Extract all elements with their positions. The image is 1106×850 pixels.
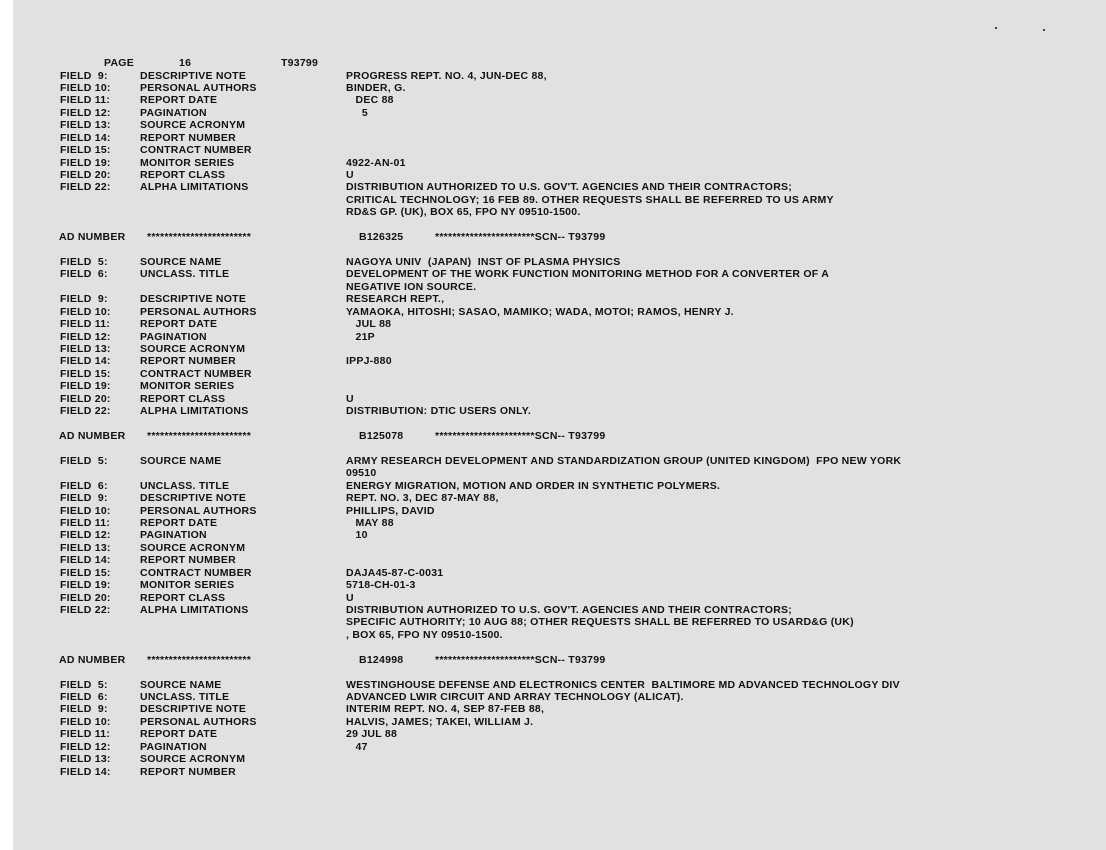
- field-value: IPPJ-880: [346, 355, 392, 368]
- field-value: 21P: [346, 330, 375, 343]
- field-name: MONITOR SERIES: [140, 579, 235, 592]
- field-number: FIELD 9:: [60, 293, 108, 306]
- field-value: U: [346, 168, 354, 181]
- field-name: UNCLASS. TITLE: [140, 691, 230, 703]
- page-header: [0, 57, 319, 69]
- field-name: PAGINATION: [140, 330, 207, 343]
- field-value: MAY 88: [346, 517, 394, 529]
- field-value: 5718-CH-01-3: [346, 579, 416, 592]
- field-name: REPORT DATE: [140, 94, 218, 107]
- field-value: HALVIS, JAMES; TAKEI, WILLIAM J.: [346, 715, 534, 728]
- field-name: SOURCE NAME: [140, 255, 222, 268]
- ad-number-value: B124998: [359, 653, 404, 666]
- field-value: U: [346, 591, 354, 604]
- field-number: FIELD 12:: [60, 106, 111, 119]
- field-value: DISTRIBUTION: DTIC USERS ONLY.: [346, 405, 532, 418]
- field-number: FIELD 15:: [60, 566, 111, 579]
- field-number: FIELD 5:: [60, 255, 108, 268]
- scn-reference: ***********************SCN-- T93799: [435, 430, 606, 442]
- field-number: FIELD 19:: [60, 579, 111, 592]
- field-value: NEGATIVE ION SOURCE.: [346, 280, 477, 293]
- field-value: YAMAOKA, HITOSHI; SASAO, MAMIKO; WADA, MOTOI; RAMOS, HENRY J.: [346, 305, 734, 318]
- field-number: FIELD 11:: [60, 318, 111, 331]
- field-name: PAGINATION: [140, 106, 207, 119]
- page-number: 16: [179, 57, 192, 69]
- field-name: UNCLASS. TITLE: [140, 268, 230, 281]
- field-name: REPORT CLASS: [140, 392, 226, 405]
- field-number: FIELD 5:: [60, 678, 108, 691]
- field-name: REPORT NUMBER: [140, 131, 237, 144]
- field-value: 47: [346, 740, 368, 753]
- field-name: SOURCE ACRONYM: [140, 343, 246, 355]
- field-name: CONTRACT NUMBER: [140, 566, 252, 579]
- field-name: PERSONAL AUTHORS: [140, 305, 257, 318]
- field-value: 10: [346, 529, 368, 542]
- field-value: REPT. NO. 3, DEC 87-MAY 88,: [346, 492, 499, 505]
- document-id: T93799: [281, 57, 319, 69]
- field-number: FIELD 22:: [60, 604, 111, 616]
- field-name: SOURCE ACRONYM: [140, 541, 246, 554]
- field-number: FIELD 22:: [60, 405, 111, 418]
- field-name: ALPHA LIMITATIONS: [140, 181, 249, 194]
- field-number: FIELD 9:: [60, 69, 108, 82]
- scan-speck: [1043, 29, 1045, 31]
- field-value: CRITICAL TECHNOLOGY; 16 FEB 89. OTHER REQUESTS SHALL BE REFERRED TO US ARMY: [346, 193, 834, 206]
- field-number: FIELD 5:: [60, 454, 108, 467]
- field-name: SOURCE ACRONYM: [140, 753, 246, 766]
- field-name: REPORT NUMBER: [140, 554, 237, 567]
- scn-reference: ***********************SCN-- T93799: [435, 231, 606, 244]
- field-name: REPORT DATE: [140, 728, 218, 741]
- field-value: PROGRESS REPT. NO. 4, JUN-DEC 88,: [346, 69, 547, 82]
- field-name: DESCRIPTIVE NOTE: [140, 703, 247, 716]
- field-name: PAGINATION: [140, 529, 207, 542]
- field-number: FIELD 12:: [60, 330, 111, 343]
- ad-number-label: AD NUMBER: [59, 231, 126, 244]
- field-number: FIELD 22:: [60, 181, 111, 194]
- field-number: FIELD 10:: [60, 715, 111, 728]
- field-name: REPORT DATE: [140, 517, 218, 529]
- field-name: REPORT CLASS: [140, 168, 226, 181]
- field-name: PAGINATION: [140, 740, 207, 753]
- page-label: PAGE: [104, 57, 134, 69]
- field-value: 5: [346, 106, 368, 119]
- field-value: U: [346, 392, 354, 405]
- ad-number-value: B125078: [359, 430, 404, 442]
- field-number: FIELD 12:: [60, 529, 111, 542]
- field-number: FIELD 10:: [60, 305, 111, 318]
- field-number: FIELD 9:: [60, 703, 108, 716]
- field-name: PERSONAL AUTHORS: [140, 715, 257, 728]
- field-name: ALPHA LIMITATIONS: [140, 604, 249, 616]
- field-value: JUL 88: [346, 318, 392, 331]
- field-name: UNCLASS. TITLE: [140, 479, 230, 492]
- field-name: DESCRIPTIVE NOTE: [140, 293, 247, 306]
- field-number: FIELD 11:: [60, 728, 111, 741]
- field-number: FIELD 20:: [60, 168, 111, 181]
- field-name: REPORT NUMBER: [140, 355, 237, 368]
- field-number: FIELD 11:: [60, 517, 111, 529]
- field-number: FIELD 11:: [60, 94, 111, 107]
- field-value: ADVANCED LWIR CIRCUIT AND ARRAY TECHNOLOGY (ALICAT).: [346, 691, 684, 703]
- field-name: SOURCE ACRONYM: [140, 119, 246, 132]
- field-value: INTERIM REPT. NO. 4, SEP 87-FEB 88,: [346, 703, 545, 716]
- field-value: 4922-AN-01: [346, 156, 406, 169]
- field-value: WESTINGHOUSE DEFENSE AND ELECTRONICS CENTER BALTIMORE MD ADVANCED TECHNOLOGY DIV: [346, 678, 900, 691]
- field-name: DESCRIPTIVE NOTE: [140, 492, 247, 505]
- field-number: FIELD 6:: [60, 268, 108, 281]
- ad-number-label: AD NUMBER: [59, 430, 126, 442]
- ad-number-label: AD NUMBER: [59, 653, 126, 666]
- field-number: FIELD 6:: [60, 691, 108, 703]
- separator-stars: ************************: [147, 430, 252, 442]
- field-value: PHILLIPS, DAVID: [346, 504, 435, 517]
- separator-stars: ************************: [147, 653, 252, 666]
- field-number: FIELD 15:: [60, 144, 111, 157]
- scan-speck: [995, 27, 997, 29]
- field-value: BINDER, G.: [346, 81, 406, 94]
- field-name: PERSONAL AUTHORS: [140, 504, 257, 517]
- field-number: FIELD 13:: [60, 119, 111, 132]
- field-name: DESCRIPTIVE NOTE: [140, 69, 247, 82]
- field-number: FIELD 14:: [60, 765, 111, 778]
- field-value: DEC 88: [346, 94, 394, 107]
- field-value: NAGOYA UNIV (JAPAN) INST OF PLASMA PHYSICS: [346, 255, 621, 268]
- field-value: RD&S GP. (UK), BOX 65, FPO NY 09510-1500.: [346, 206, 581, 219]
- field-number: FIELD 10:: [60, 81, 111, 94]
- field-number: FIELD 15:: [60, 367, 111, 380]
- field-number: FIELD 10:: [60, 504, 111, 517]
- field-value: DISTRIBUTION AUTHORIZED TO U.S. GOV'T. AGENCIES AND THEIR CONTRACTORS;: [346, 604, 793, 616]
- field-number: FIELD 9:: [60, 492, 108, 505]
- field-number: FIELD 20:: [60, 591, 111, 604]
- field-value: ARMY RESEARCH DEVELOPMENT AND STANDARDIZATION GROUP (UNITED KINGDOM) FPO NEW YORK: [346, 454, 902, 467]
- field-number: FIELD 6:: [60, 479, 108, 492]
- ad-number-value: B126325: [359, 231, 404, 244]
- field-value: DEVELOPMENT OF THE WORK FUNCTION MONITORING METHOD FOR A CONVERTER OF A: [346, 268, 830, 281]
- field-number: FIELD 14:: [60, 554, 111, 567]
- field-value: 09510: [346, 467, 377, 480]
- field-number: FIELD 19:: [60, 156, 111, 169]
- field-name: CONTRACT NUMBER: [140, 144, 252, 157]
- field-number: FIELD 13:: [60, 343, 111, 355]
- field-name: MONITOR SERIES: [140, 380, 235, 393]
- field-number: FIELD 19:: [60, 380, 111, 393]
- field-name: ALPHA LIMITATIONS: [140, 405, 249, 418]
- field-name: CONTRACT NUMBER: [140, 367, 252, 380]
- field-value: , BOX 65, FPO NY 09510-1500.: [346, 628, 503, 641]
- field-name: REPORT CLASS: [140, 591, 226, 604]
- field-name: MONITOR SERIES: [140, 156, 235, 169]
- field-value: SPECIFIC AUTHORITY; 10 AUG 88; OTHER REQUESTS SHALL BE REFERRED TO USARD&G (UK): [346, 616, 854, 629]
- field-value: DAJA45-87-C-0031: [346, 566, 444, 579]
- scan-margin: [0, 0, 13, 850]
- field-value: ENERGY MIGRATION, MOTION AND ORDER IN SYNTHETIC POLYMERS.: [346, 479, 721, 492]
- separator-stars: ************************: [147, 231, 252, 244]
- field-name: PERSONAL AUTHORS: [140, 81, 257, 94]
- field-number: FIELD 13:: [60, 753, 111, 766]
- field-name: REPORT NUMBER: [140, 765, 237, 778]
- field-value: RESEARCH REPT.,: [346, 293, 445, 306]
- field-number: FIELD 13:: [60, 541, 111, 554]
- field-name: SOURCE NAME: [140, 678, 222, 691]
- field-number: FIELD 14:: [60, 131, 111, 144]
- field-number: FIELD 20:: [60, 392, 111, 405]
- field-number: FIELD 12:: [60, 740, 111, 753]
- field-value: 29 JUL 88: [346, 728, 398, 741]
- field-name: REPORT DATE: [140, 318, 218, 331]
- field-number: FIELD 14:: [60, 355, 111, 368]
- field-value: DISTRIBUTION AUTHORIZED TO U.S. GOV'T. AGENCIES AND THEIR CONTRACTORS;: [346, 181, 793, 194]
- scn-reference: ***********************SCN-- T93799: [435, 653, 606, 666]
- field-name: SOURCE NAME: [140, 454, 222, 467]
